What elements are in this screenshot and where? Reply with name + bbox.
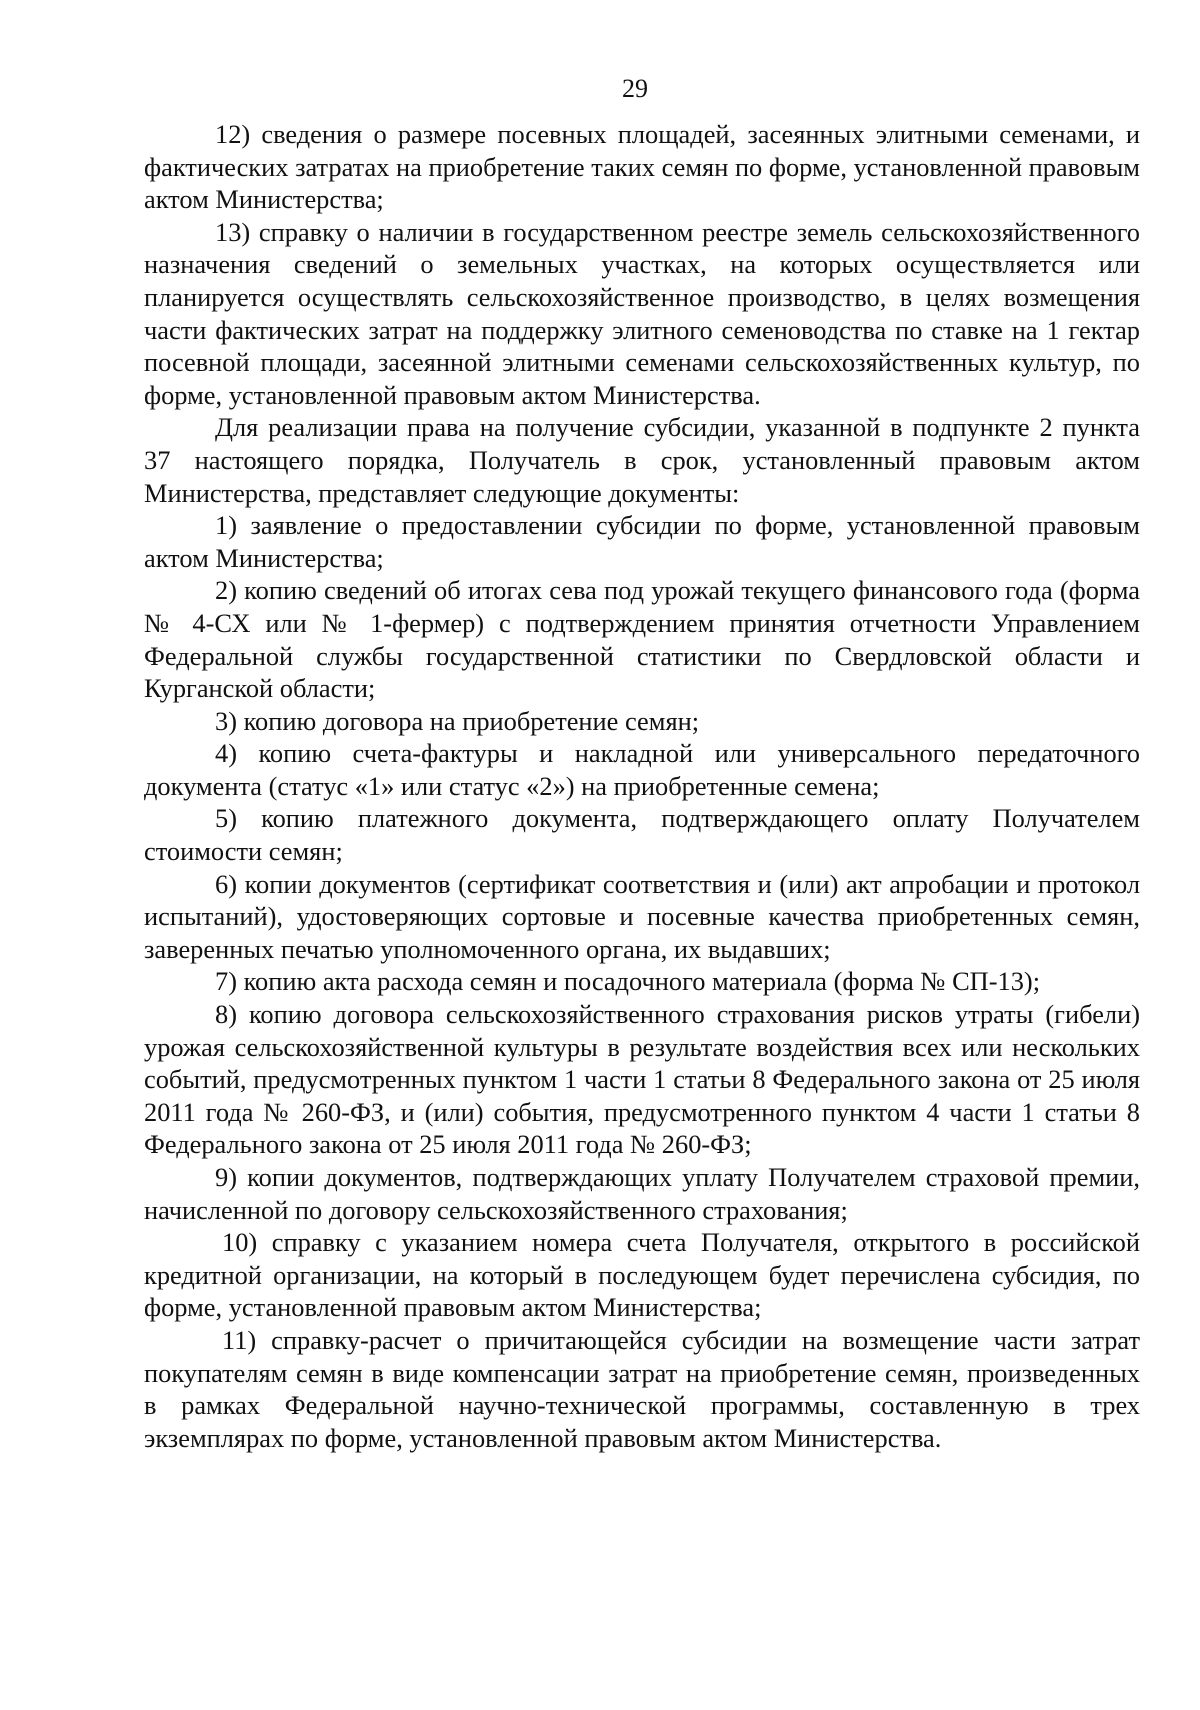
paragraph-item-11: 11) справку-расчет о причитающейся субсидии на возмещение части затрат покупателям семян в виде компенсации затрат на приобретение семян, произведенных в рамках Федеральной научно-технической программы, составленную в трех экземплярах по форме, установленной правовым актом Министерства. — [144, 1324, 1140, 1453]
paragraph-item-3: 3) копию договора на приобретение семян; — [215, 705, 700, 736]
paragraph-item-7: 7) копию акта расхода семян и посадочного материала (форма № СП-13); — [215, 966, 1041, 997]
paragraph-item-2: 2) копию сведений об итогах сева под урожай текущего финансового года (форма № 4-СХ или № 1-фермер) с подтверждением принятия отчетности Управлением Федеральной службы государственной статистики по Свердловской области и Курганской области; — [144, 575, 1140, 704]
paragraph-item-10: 10) справку с указанием номера счета Получателя, открытого в российской кредитной организации, на который в последующем будет перечислена субсидия, по форме, установленной правовым актом Министерства; — [144, 1227, 1140, 1323]
paragraph-documents-intro: Для реализации права на получение субсидии, указанной в подпункте 2 пункта 37 настоящего порядка, Получатель в срок, установленный правовым актом Министерства, представляет следующие документы: — [144, 412, 1140, 508]
paragraph-item-4: 4) копию счета-фактуры и накладной или универсального передаточного документа (статус «1» или статус «2») на приобретенные семена; — [144, 738, 1140, 801]
paragraph-item-12: 12) сведения о размере посевных площадей, засеянных элитными семенами, и фактических затратах на приобретение таких семян по форме, установленной правовым актом Министерства; — [144, 119, 1140, 215]
paragraph-item-13: 13) справку о наличии в государственном реестре земель сельскохозяйственного назначения сведений о земельных участках, на которых осуществляется или планируется осуществлять сельскохозяйственное производство, в целях возмещения части фактических затрат на поддержку элитного семеноводства по ставке на 1 гектар посевной площади, засеянной элитными семенами сельскохозяйственных культур, по форме, установленной правовым актом Министерства. — [144, 216, 1140, 410]
paragraph-item-5: 5) копию платежного документа, подтверждающего оплату Получателем стоимости семян; — [144, 803, 1140, 867]
paragraph-item-1: 1) заявление о предоставлении субсидии по форме, установленной правовым актом Министерства; — [144, 510, 1140, 573]
page-number: 29 — [622, 74, 648, 103]
paragraph-item-6: 6) копии документов (сертификат соответствия и (или) акт апробации и протокол испытаний), удостоверяющих сортовые и посевные качества приобретенных семян, заверенных печатью уполномоченного органа, их выдавших; — [144, 868, 1140, 964]
document-body — [144, 118, 1140, 1454]
paragraph-item-9: 9) копии документов, подтверждающих уплату Получателем страховой премии, начисленной по договору сельскохозяйственного страхования; — [144, 1162, 1140, 1225]
paragraph-item-8: 8) копию договора сельскохозяйственного страхования рисков утраты (гибели) урожая сельскохозяйственной культуры в результате воздействия всех или нескольких событий, предусмотренных пунктом 1 части 1 статьи 8 Федерального закона от 25 июля 2011 года № 260-ФЗ, и (или) события, предусмотренного пунктом 4 части 1 статьи 8 Федерального закона от 25 июля 2011 года № 260-ФЗ; — [144, 999, 1140, 1160]
